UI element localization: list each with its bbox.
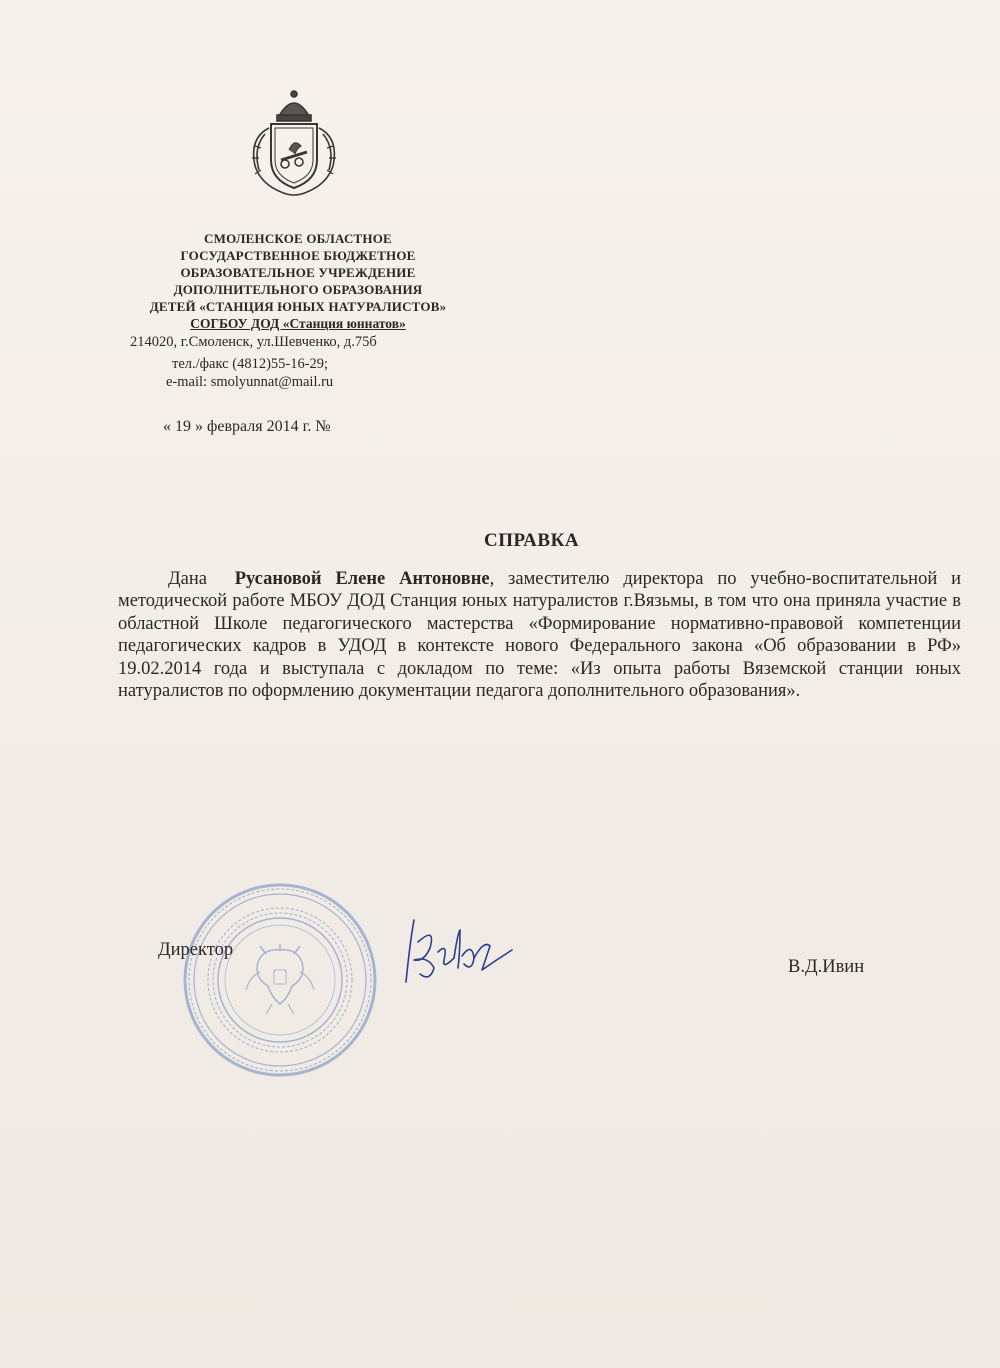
organization-address: 214020, г.Смоленск, ул.Шевченко, д.75б xyxy=(130,334,377,350)
document-title: СПРАВКА xyxy=(484,530,580,551)
organization-name-line: ОБРАЗОВАТЕЛЬНОЕ УЧРЕЖДЕНИЕ xyxy=(180,265,416,280)
organization-name-line: ДЕТЕЙ «СТАНЦИЯ ЮНЫХ НАТУРАЛИСТОВ» xyxy=(149,299,447,314)
organization-header xyxy=(118,230,478,332)
document-date: « 19 » февраля 2014 г. № xyxy=(163,418,331,435)
organization-name-line: ДОПОЛНИТЕЛЬНОГО ОБРАЗОВАНИЯ xyxy=(173,282,423,297)
handwritten-signature xyxy=(400,912,518,990)
signatory-name: В.Д.Ивин xyxy=(788,957,865,977)
official-seal xyxy=(180,880,380,1080)
organization-name-line: ГОСУДАРСТВЕННОЕ БЮДЖЕТНОЕ xyxy=(180,248,416,263)
organization-phone: тел./факс (4812)55-16-29; xyxy=(172,356,329,372)
body-intro: Дана xyxy=(168,569,207,589)
recipient-name: Русановой Елене Антоновне xyxy=(234,569,490,589)
body-text: , заместителю директора по учебно-воспитательной и методической работе МБОУ ДОД Станция юных натуралистов г.Вязьмы, в том что она приняла участие в областной Школе педагогического мастерства «Формирование нормативно-правовой компетенции педагогических кадров в УДОД в контексте нового Федерального закона «Об образовании в РФ» 19.02.2014 года и выступала с докладом по теме: «Из опыта работы Вяземской станции юных натуралистов по оформлению документации педагога дополнительного образования». xyxy=(118,569,961,702)
document-body xyxy=(118,568,961,702)
coat-of-arms-icon xyxy=(235,88,353,200)
signature-role: Директор xyxy=(158,940,234,960)
organization-email: e-mail: smolyunnat@mail.ru xyxy=(166,374,334,390)
organization-short-name: СОГБОУ ДОД «Станция юннатов» xyxy=(190,316,406,331)
organization-name-line: СМОЛЕНСКОЕ ОБЛАСТНОЕ xyxy=(204,231,392,246)
